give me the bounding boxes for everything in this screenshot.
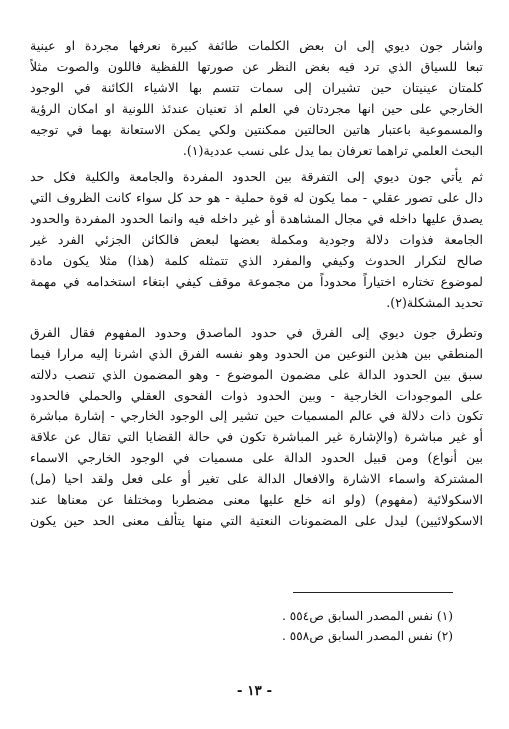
text-line: يصدق عليها داخله في مجال المشاهدة أو غير داخله فيه وانما الحدود المفردة والحدود	[30, 211, 483, 227]
text-line: لموضوع تختاره اختياراً محدوداً من مجموعة موقف كيفي ابتغاء استخدامه في مهمة	[30, 273, 483, 289]
text-line: على الموجودات الخارجية - وبين الحدود ذوات الفحوى العقلي والحملي فالحدود	[30, 387, 483, 403]
text-line: وتطرق جون ديوي إلى الفرق في حدود الماصدق وحدود المفهوم فقال الفرق	[30, 324, 483, 340]
text-line: المشتركة واسماء الاشارة والافعال الدالة على تغير أو على فعل ولقد احيا (مل)	[30, 471, 483, 487]
text-line: الاسكولائية (مفهوم) (ولو انه خلع عليها معنى مضطربا ومختلفا عن معناها عند	[30, 492, 483, 508]
text-line: تحديد المشكلة(٢).	[386, 294, 483, 310]
text-line: والمسموعية باعتبار هاتين الحالتين ممكنتين ولكي يمكن الاستعانة بهما في توجيه	[30, 121, 483, 137]
paragraph-1	[30, 36, 483, 161]
text-line: المنطقي بين هذين النوعين من الحدود وهو نفسه الفرق الذي اشرنا إليه مرارا فيما	[30, 345, 483, 361]
footnote-2: (٢) نفس المصدر السابق ص٥٥٨ .	[281, 629, 453, 643]
paragraph-3	[30, 323, 483, 532]
text-line: سبق بين الحدود الدالة على مضمون الموضوع - وهو المضمون الذي تنصب دلالته	[30, 366, 483, 382]
text-line: ثم يأتي جون ديوي إلى التفرقة بين الحدود المفردة والجامعة والكلية فكل حد	[30, 169, 483, 185]
text-line: كلمتان عينيتان حين تشيران إلى سمات تتسم بها الاشياء الكائنة في الوجود	[30, 79, 483, 95]
page-body	[30, 36, 483, 532]
paragraph-2	[30, 167, 483, 313]
text-line: دال على تصور عقلي - مما يكون له قوة حملية - هو حد كل سواء كانت الظروف التي	[30, 190, 483, 206]
text-line: صالح لتكرار الحدوث وكيفي والمفرد الذي تتمثله كلمة (هذا) مثلا يكون مادة	[30, 253, 483, 269]
text-line: واشار جون ديوي إلى ان بعض الكلمات طائفة كبيرة نعرفها مجردة او عينية	[30, 38, 483, 53]
text-line: تكون ذات دلالة في عالم المسميات حين تشير إلى الوجود الخارجي - إشارة مباشرة	[30, 408, 483, 424]
text-line: البحث العلمي تراهما تعرفان بما يدل على نسب عددية(١).	[182, 142, 483, 158]
text-line: أو غير مباشرة (والإشارة غير المباشرة تكون في حالة القضايا التي تقال عن علاقة	[30, 429, 483, 445]
text-line: الخارجي على حين انها مجردتان في العلم اذ تعنيان عندئذ اللونية او امكان الرؤية	[30, 100, 483, 116]
footnotes	[282, 606, 453, 646]
text-line: تبعا للسياق الذي ترد فيه بغض النظر عن صورتها اللفظية فاللون والصوت مثلاً	[30, 58, 483, 74]
footnote-1: (١) نفس المصدر السابق ص٥٥٤ .	[281, 609, 453, 623]
footnote-divider	[293, 592, 453, 593]
text-line: الجامعة فذوات دلالة وجودية ومكملة بعضها لبعض فالكائن الجزئي الفرد غير	[30, 232, 483, 248]
text-line: الاسكولائيين) ليدل على المضمونات النعتية التي منها يتألف معنى الحد حين يكون	[30, 512, 483, 528]
page-number: - ١٣ -	[236, 683, 273, 699]
text-line: بين أنواع) ومن قبيل الحدود الدالة على مسميات في الوجود الخارجي الاسماء	[30, 450, 483, 466]
